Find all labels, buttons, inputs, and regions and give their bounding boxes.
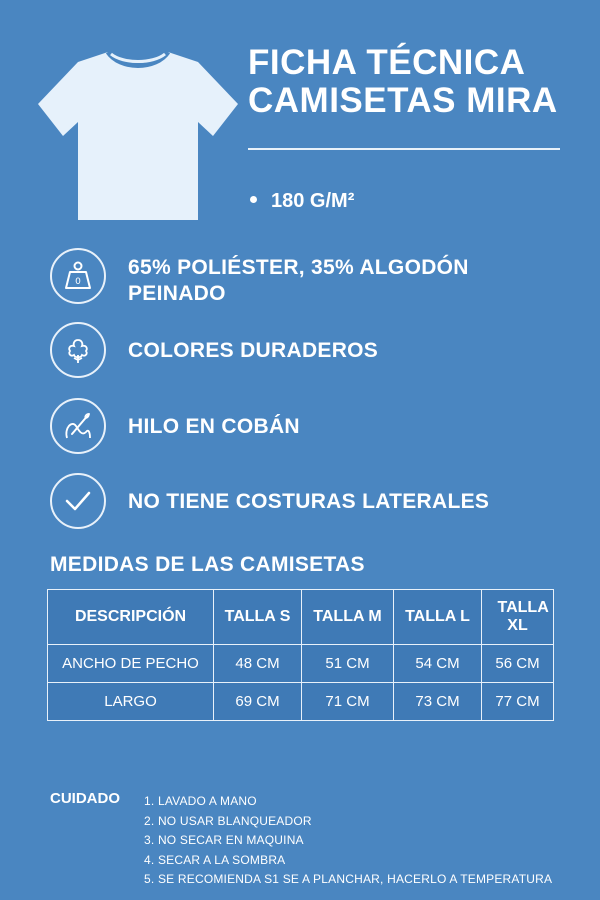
table-cell: 56 CM [482,645,554,683]
fabric-weight-value: 180 G/M² [271,190,355,212]
table-cell: 73 CM [394,683,482,721]
table-cell: LARGO [48,683,214,721]
table-cell: 51 CM [302,645,394,683]
care-heading: CUIDADO [50,790,120,807]
feature-text: 65% POLIÉSTER, 35% ALGODÓN PEINADO [128,256,469,305]
measures-heading: MEDIDAS DE LAS CAMISETAS [50,553,365,576]
table-header-cell: TALLA L [394,590,482,645]
care-list [144,792,564,890]
feature-text: HILO EN COBÁN [128,415,300,438]
list-item: 5. SE RECOMIENDA S1 SE A PLANCHAR, HACERLO A TEMPERATURA [144,872,553,886]
feature-no-side-seams [50,473,590,533]
feature-text: COLORES DURADEROS [128,339,379,362]
table-header-cell: TALLA M [302,590,394,645]
cotton-flower-icon [62,334,94,366]
page-title [248,44,578,120]
weight-icon [62,260,94,292]
title-line-1: FICHA TÉCNICA [248,43,526,82]
table-header-cell: TALLA S [214,590,302,645]
table-cell: 48 CM [214,645,302,683]
table-header-cell: DESCRIPCIÓN [48,590,214,645]
feature-thread [50,398,590,458]
feature-text: NO TIENE COSTURAS LATERALES [128,490,490,513]
feature-composition [50,248,590,308]
title-divider [248,148,560,150]
table-cell: 54 CM [394,645,482,683]
table-cell: 69 CM [214,683,302,721]
measures-table [47,589,554,721]
list-item: 1. LAVADO A MANO [144,794,257,808]
table-cell: ANCHO DE PECHO [48,645,214,683]
feature-icon-circle [50,398,106,454]
table-row [48,645,554,683]
feature-icon-circle [50,322,106,378]
needle-thread-icon [62,410,94,442]
table-row [48,683,554,721]
feature-icon-circle [50,248,106,304]
title-line-2: CAMISETAS MIRA [248,81,558,120]
list-item: 2. NO USAR BLANQUEADOR [144,813,312,828]
fabric-weight [250,190,354,213]
bullet-icon [250,196,257,203]
table-header-cell [482,590,554,645]
table-header-cell-text: TALLA XL [497,599,549,634]
table-cell: 77 CM [482,683,554,721]
tshirt-icon [38,44,238,222]
table-cell: 71 CM [302,683,394,721]
list-item: 3. NO SECAR EN MAQUINA [144,833,304,847]
feature-colors [50,322,590,382]
list-item: 4. SECAR A LA SOMBRA [144,852,286,867]
feature-icon-circle [50,473,106,529]
checkmark-icon [62,485,94,517]
svg-text:0: 0 [75,277,81,287]
table-header-row [48,590,554,645]
